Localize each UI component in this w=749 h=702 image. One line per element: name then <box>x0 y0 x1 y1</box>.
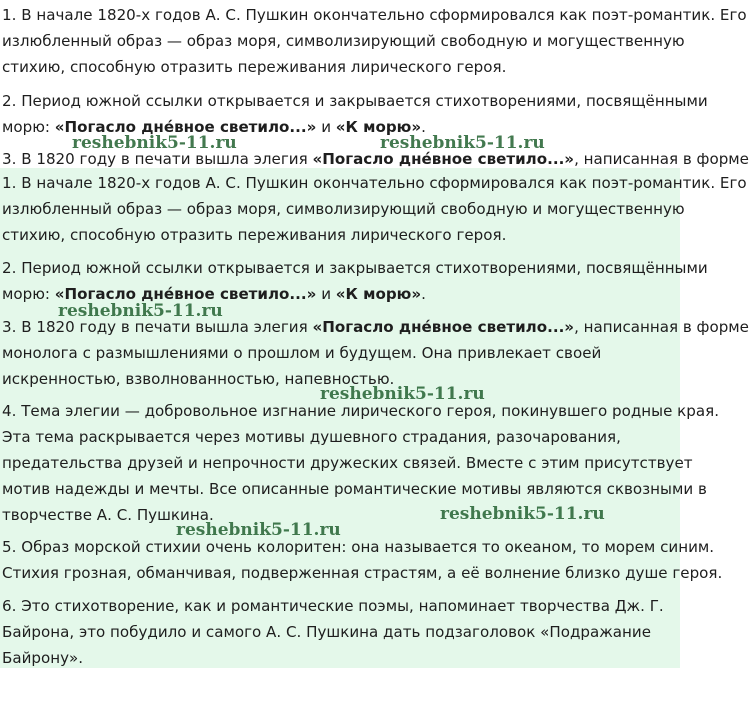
text-span: 3. В 1820 году в печати вышла элегия <box>2 318 313 336</box>
paragraph-4-line-5: творчестве А. С. Пушкина. <box>2 506 214 524</box>
watermark-text: reshebnik5-11.ru <box>58 301 223 321</box>
paragraph-5-line-1: 5. Образ морской стихии очень колоритен: она называется то океаном, то морем синим. <box>2 538 715 556</box>
poem-title: «К морю» <box>335 285 422 303</box>
text-span: , написанная в форме <box>574 150 749 168</box>
highlighted-answer-section <box>0 168 749 668</box>
paragraph-1-line-1: 1. В начале 1820-х годов А. С. Пушкин окончательно сформировался как поэт-романтик. Его <box>2 174 747 192</box>
paragraph-1-line-3: стихию, способную отразить переживания лирического героя. <box>2 226 507 244</box>
paragraph-6-line-2: Байрона, это побудило и самого А. С. Пушкина дать подзаголовок «Подражание <box>2 623 652 641</box>
watermark-text: reshebnik5-11.ru <box>380 133 545 153</box>
paragraph-2-line-1: 2. Период южной ссылки открывается и закрывается стихотворениями, посвящёнными <box>2 259 708 277</box>
paragraph-4-line-3: предательства друзей и непрочности дружеских связей. Вместе с этим присутствует <box>2 454 693 472</box>
paragraph-4-line-1: 4. Тема элегии — добровольное изгнание лирического героя, покинувшего родные края. <box>2 402 719 420</box>
paragraph-4-line-2: Эта тема раскрывается через мотивы душевного страдания, разочарования, <box>2 428 621 446</box>
poem-title: «Погасло днéвное светило...» <box>312 318 575 336</box>
text-span: морю: <box>2 118 55 136</box>
text-span: , написанная в форме <box>574 318 749 336</box>
poem-title: «Погасло днéвное светило...» <box>312 150 575 168</box>
paragraph-5-line-2: Стихия грозная, обманчивая, подверженная страстям, а её волнение близко душе героя. <box>2 564 723 582</box>
paragraph-1-line-2: излюбленный образ — образ моря, символизирующий свободную и могущественную <box>2 32 685 50</box>
text-span: и <box>316 285 336 303</box>
poem-title: «Погасло днéвное светило...» <box>54 118 317 136</box>
paragraph-1-line-3: стихию, способную отразить переживания лирического героя. <box>2 58 507 76</box>
text-span: . <box>421 118 426 136</box>
watermark-text: reshebnik5-11.ru <box>72 133 237 153</box>
watermark-text: reshebnik5-11.ru <box>320 384 485 404</box>
paragraph-4-line-4: мотив надежды и мечты. Все описанные романтические мотивы являются сквозными в <box>2 480 707 498</box>
paragraph-3-line-3: искренностью, взволнованностью, напевностью. <box>2 370 395 388</box>
text-span: . <box>421 285 426 303</box>
paragraph-3-line-2: монолога с размышлениями о прошлом и будущем. Она привлекает своей <box>2 344 602 362</box>
paragraph-6-line-1: 6. Это стихотворение, как и романтические поэмы, напоминает творчества Дж. Г. <box>2 597 664 615</box>
watermark-text: reshebnik5-11.ru <box>176 520 341 540</box>
text-span: и <box>316 118 336 136</box>
poem-title: «Погасло днéвное светило...» <box>54 285 317 303</box>
text-span: 3. В 1820 году в печати вышла элегия <box>2 150 313 168</box>
text-span: морю: <box>2 285 55 303</box>
paragraph-6-line-3: Байрону». <box>2 649 84 667</box>
poem-title: «К морю» <box>335 118 422 136</box>
watermark-text: reshebnik5-11.ru <box>440 504 605 524</box>
paragraph-2-line-1: 2. Период южной ссылки открывается и закрывается стихотворениями, посвящёнными <box>2 92 708 110</box>
paragraph-1-line-1: 1. В начале 1820-х годов А. С. Пушкин окончательно сформировался как поэт-романтик. Его <box>2 6 747 24</box>
paragraph-1-line-2: излюбленный образ — образ моря, символизирующий свободную и могущественную <box>2 200 685 218</box>
